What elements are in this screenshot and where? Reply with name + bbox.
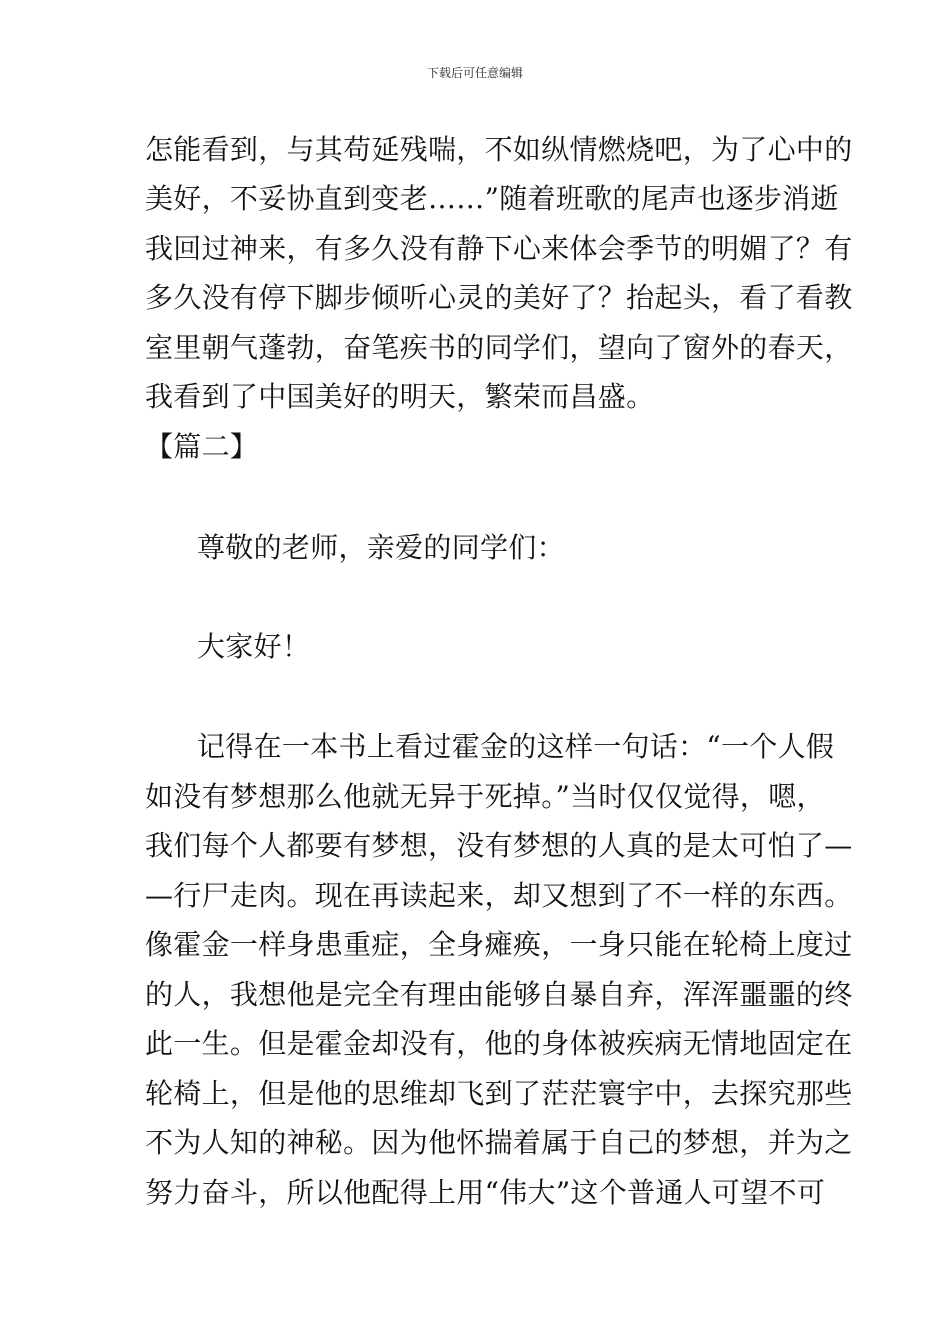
text-line: 多久没有停下脚步倾听心灵的美好了？抬起头，看了看教 (145, 281, 853, 314)
page-header: 下载后可任意编辑 (426, 66, 523, 80)
text-line: 的人，我想他是完全有理由能够自暴自弃，浑浑噩噩的终 (145, 978, 853, 1011)
text-line: 我回过神来，有多久没有静下心来体会季节的明媚了？有 (145, 232, 853, 265)
section-heading: 【篇二】 (145, 430, 259, 463)
salutation: 尊敬的老师，亲爱的同学们： (197, 531, 565, 564)
text-line: 此一生。但是霍金却没有，他的身体被疾病无情地固定在 (145, 1027, 853, 1060)
text-line: 努力奋斗，所以他配得上用“伟大”这个普通人可望不可 (145, 1176, 826, 1209)
text-line: 我看到了中国美好的明天，繁荣而昌盛。 (145, 380, 655, 413)
text-line: 像霍金一样身患重症，全身瘫痪，一身只能在轮椅上度过 (145, 928, 853, 961)
text-line: 美好，不妥协直到变老……”随着班歌的尾声也逐步消逝 (145, 182, 839, 215)
text-line: 我们每个人都要有梦想，没有梦想的人真的是太可怕了— (145, 829, 853, 862)
text-line: 记得在一本书上看过霍金的这样一句话：“一个人假 (197, 730, 835, 763)
greeting: 大家好！ (197, 630, 311, 663)
text-line: 轮椅上，但是他的思维却飞到了茫茫寰宇中，去探究那些 (145, 1077, 853, 1110)
text-line: 室里朝气蓬勃，奋笔疾书的同学们，望向了窗外的春天， (145, 331, 853, 364)
text-line: —行尸走肉。现在再读起来，却又想到了不一样的东西。 (145, 879, 853, 912)
text-line: 不为人知的神秘。因为他怀揣着属于自己的梦想，并为之 (145, 1126, 853, 1159)
text-line: 如没有梦想那么他就无异于死掉。”当时仅仅觉得，嗯， (145, 780, 825, 813)
text-line: 怎能看到，与其苟延残喘，不如纵情燃烧吧，为了心中的 (145, 133, 853, 166)
